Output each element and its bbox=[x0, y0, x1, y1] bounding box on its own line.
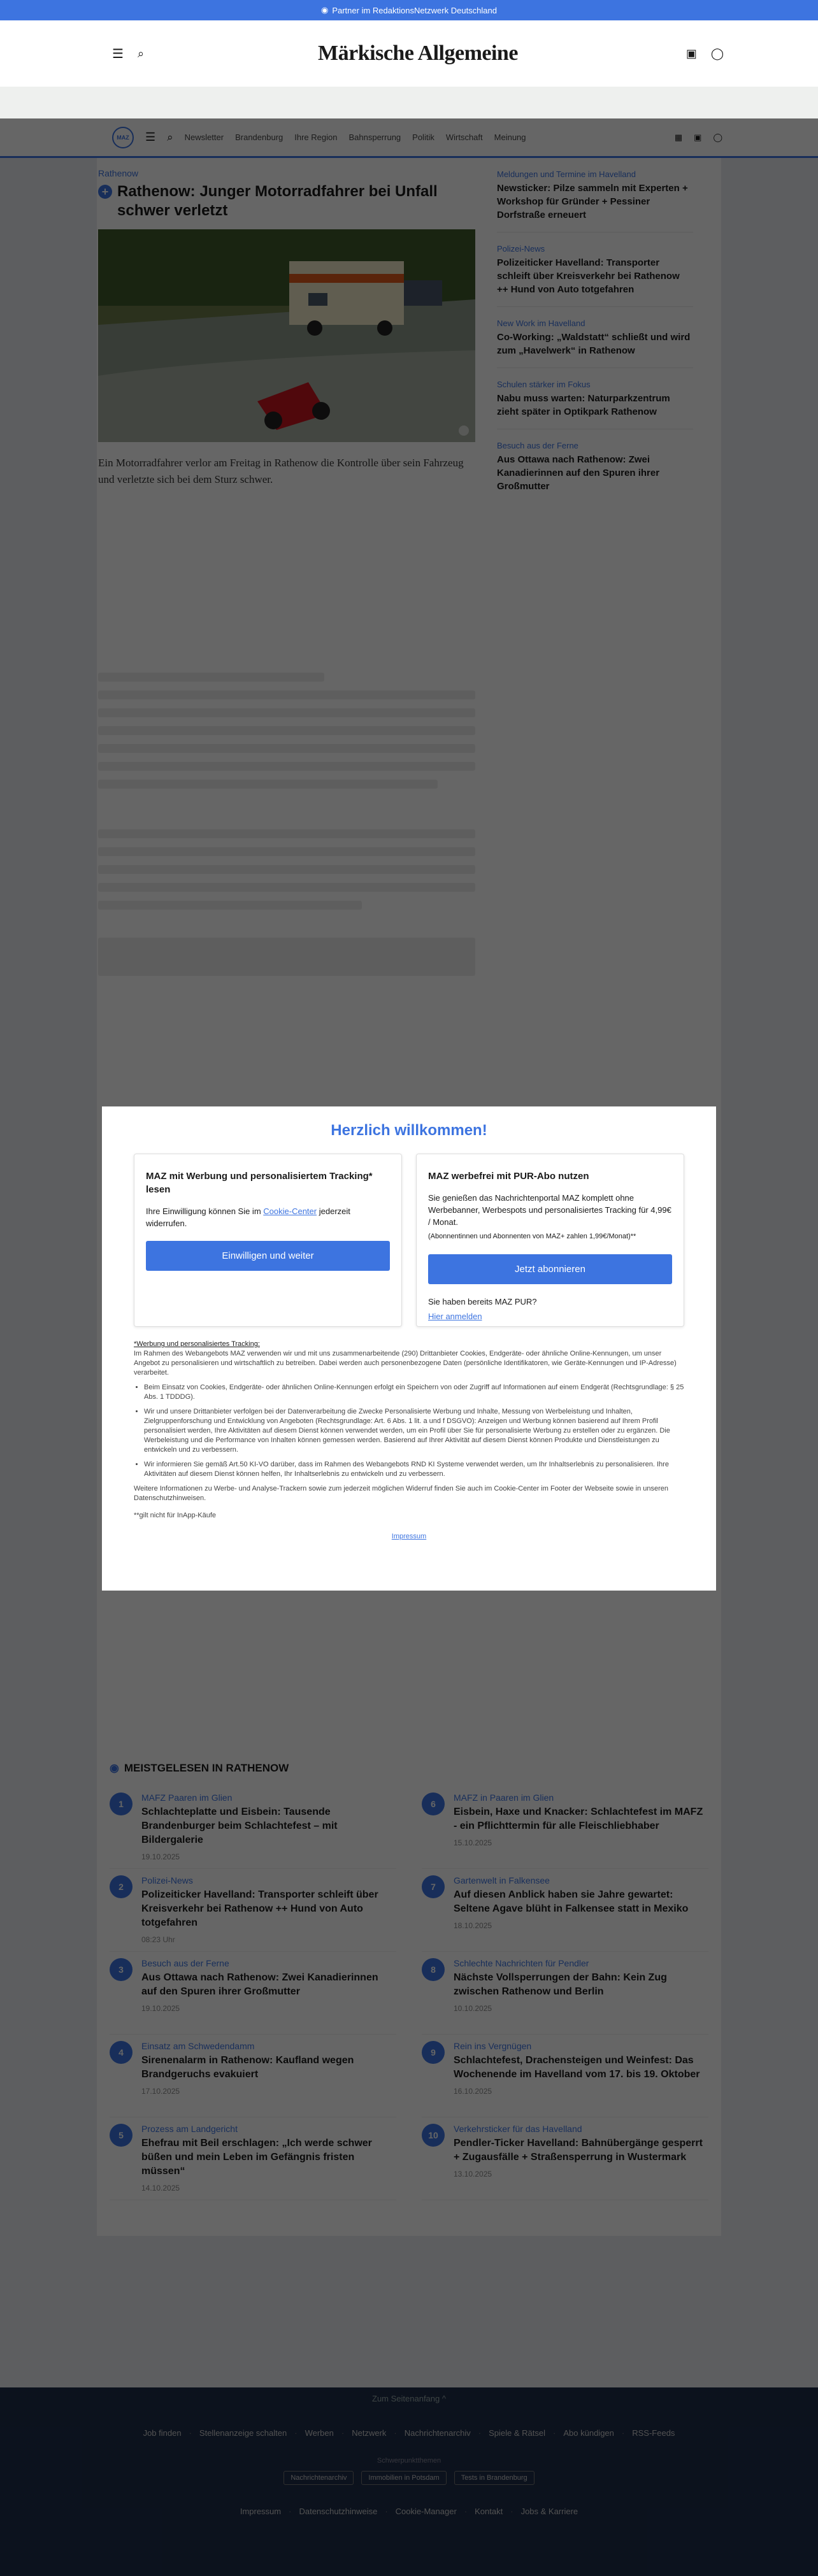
pur-question: Sie haben bereits MAZ PUR? bbox=[428, 1297, 537, 1306]
consent-text-pre: Ihre Einwilligung können Sie im bbox=[146, 1206, 261, 1216]
impressum-link[interactable]: Impressum bbox=[391, 1533, 427, 1540]
fine-item: • Beim Einsatz von Cookies, Endgeräte- oder ähnlichen Online-Kennungen erfolgt ein Speichern von oder Zugriff auf Informationen auf einem Endgerät (Rechtsgrundlage: § 25 Abs. 1 TDDDG). bbox=[144, 1383, 684, 1402]
consent-text-post: jederzeit widerrufen. bbox=[146, 1206, 350, 1228]
pur-text: Sie genießen das Nachrichtenportal MAZ komplett ohne Werbebanner, Werbespots und personalisiertes Tracking für 4,99€ / Monat. bbox=[428, 1193, 671, 1227]
pur-card bbox=[416, 1154, 684, 1327]
consent-heading: MAZ mit Werbung und personalisiertem Tracking* lesen bbox=[146, 1171, 373, 1195]
consent-fine-print bbox=[134, 1340, 684, 1542]
consent-text bbox=[146, 1205, 390, 1229]
partner-bar[interactable] bbox=[0, 0, 818, 20]
partner-text: Partner im RedaktionsNetzwerk Deutschland bbox=[332, 5, 497, 15]
pur-note: (Abonnentinnen und Abonnenten von MAZ+ zahlen 1,99€/Monat)** bbox=[428, 1233, 636, 1240]
login-link[interactable]: Hier anmelden bbox=[428, 1312, 482, 1321]
account-icon[interactable]: ◯ bbox=[710, 47, 724, 60]
pur-heading: MAZ werbefrei mit PUR-Abo nutzen bbox=[428, 1171, 589, 1182]
accept-button[interactable]: Einwilligen und weiter bbox=[146, 1241, 390, 1271]
rnd-icon: ◉ bbox=[320, 5, 329, 15]
subscribe-button[interactable]: Jetzt abonnieren bbox=[428, 1254, 672, 1284]
fine-more: Weitere Informationen zu Werbe- und Analyse-Trackern sowie zum jederzeit möglichen Widerruf finden Sie auch im Cookie-Center im Footer der Webseite sowie in unseren Datenschutzhinweisen. bbox=[134, 1485, 669, 1502]
ad-space bbox=[0, 87, 818, 118]
masthead bbox=[0, 20, 818, 87]
fine-title[interactable]: *Werbung und personalisiertes Tracking: bbox=[134, 1340, 260, 1348]
fine-item: • Wir und unsere Drittanbieter verfolgen bei der Datenverarbeitung die Zwecke Personalisierte Werbung und Inhalte, Messung von Werbeleistung und Inhalten, Zielgruppenforschung und Entwicklung von Angeboten (Rechtsgrundlage: Art. 6 Abs. 1 lit. a und f DSGVO): Anzeigen und Werbung können basierend auf Ihrem Profil personalisiert werden, Ihre Aktivitäten auf diesem Dienst können verwendet werden, um ein Profil über Sie für personalisierte Werbung zu erstellen oder zu ergänzen. Die Werbeleistung und die Performance von Inhalten können gemessen werden. Basierend auf Ihrer Aktivität auf diesem Dienst können Produkte und Dienstleistungen zu entwickeln und zu verbessern. bbox=[144, 1407, 684, 1455]
fine-note: **gilt nicht für InApp-Käufe bbox=[134, 1512, 217, 1519]
search-icon[interactable]: ⌕ bbox=[137, 47, 145, 60]
logo-text: Märkische Allgemeine bbox=[318, 41, 518, 65]
fine-intro: Im Rahmen des Webangebots MAZ verwenden wir und mit uns zusammenarbeitende (290) Drittanbieter Cookies, Endgeräte- oder ähnliche Online-Kennungen, um unser Angebot zu personalisieren und wirtschaftlich zu betreiben. Dabei werden auch personenbezogene Daten (persönliche Identifikatoren, wie Geräte-Kennungen und IP-Adresse) verarbeitet. bbox=[134, 1350, 677, 1377]
site-logo[interactable] bbox=[318, 41, 518, 66]
menu-icon[interactable]: ☰ bbox=[112, 47, 124, 61]
fine-item: • Wir informieren Sie gemäß Art.50 KI-VO darüber, dass im Rahmen des Webangebots RND KI Systeme verwendet werden, um Ihr Inhaltserlebnis zu personalisieren. Ihre Aktivitäten auf diesem Dienst können helfen, Ihr Inhaltserlebnis zu entwickeln und zu verbessern. bbox=[144, 1460, 684, 1479]
consent-dialog bbox=[102, 1106, 716, 1591]
consent-card bbox=[134, 1154, 402, 1327]
dialog-title: Herzlich willkommen! bbox=[331, 1122, 487, 1139]
epaper-icon[interactable]: ▣ bbox=[685, 47, 697, 60]
cookie-center-link[interactable]: Cookie-Center bbox=[263, 1206, 317, 1216]
